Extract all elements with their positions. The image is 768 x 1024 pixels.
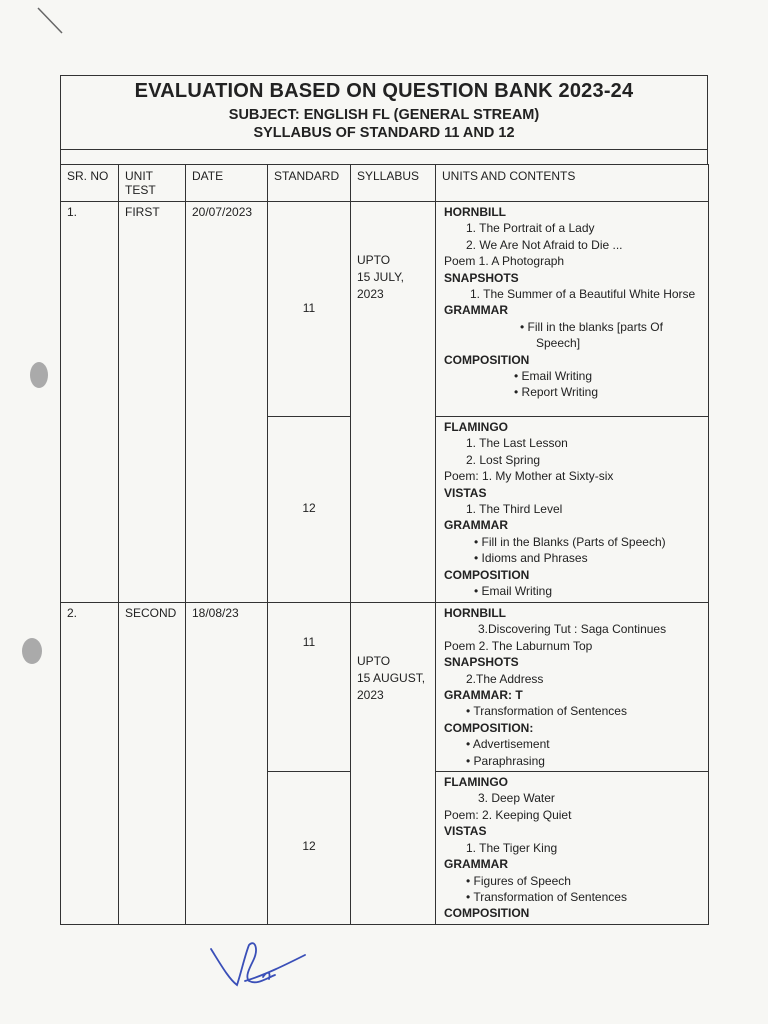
content-item: Poem 1. A Photograph <box>444 254 565 269</box>
units-contents-cell <box>436 603 709 772</box>
content-item: • Transformation of Sentences <box>466 704 627 719</box>
content-item: • Fill in the blanks [parts Of Speech] <box>520 319 663 351</box>
content-item: 3.Discovering Tut : Saga Continues <box>478 622 667 637</box>
table-header <box>61 165 709 202</box>
col-sr-no: SR. NO <box>61 165 119 202</box>
date-cell: 20/07/2023 <box>186 202 268 603</box>
content-item: Poem: 2. Keeping Quiet <box>444 807 572 822</box>
content-item: • Fill in the Blanks (Parts of Speech) <box>474 534 666 549</box>
col-standard: STANDARD <box>268 165 351 202</box>
content-item: 1. The Portrait of a Lady <box>466 221 595 236</box>
section-heading: HORNBILL <box>444 606 506 620</box>
section-heading: GRAMMAR <box>444 518 508 533</box>
syllabus-line: 2023 <box>357 287 384 301</box>
syllabus-line: 15 AUGUST, <box>357 671 426 685</box>
section-heading: VISTAS <box>444 485 487 500</box>
section-heading: GRAMMAR <box>444 303 508 318</box>
content-item: • Paraphrasing <box>466 753 545 768</box>
document <box>60 75 708 925</box>
syllabus-line: UPTO <box>357 253 391 267</box>
evaluation-table <box>60 164 709 925</box>
content-item: 1. The Summer of a Beautiful White Horse <box>470 287 696 302</box>
sr-no-cell: 2. <box>61 603 119 925</box>
content-item: • Email Writing <box>474 584 552 599</box>
content-item: • Advertisement <box>466 737 550 752</box>
punch-hole-1 <box>30 362 48 388</box>
section-heading: FLAMINGO <box>444 775 508 790</box>
unit-test-cell: SECOND <box>119 603 186 925</box>
standard-cell: 11 <box>268 202 351 417</box>
section-heading: GRAMMAR <box>444 857 508 872</box>
sr-no-cell: 1. <box>61 202 119 603</box>
col-syllabus: SYLLABUS <box>351 165 436 202</box>
table-row <box>61 603 709 772</box>
unit-test-cell: FIRST <box>119 202 186 603</box>
col-unit-test: UNIT TEST <box>119 165 186 202</box>
signature <box>205 935 315 995</box>
section-heading: COMPOSITION <box>444 906 530 921</box>
col-units-contents: UNITS AND CONTENTS <box>436 165 709 202</box>
page-title: EVALUATION BASED ON QUESTION BANK 2023-24 <box>134 80 634 102</box>
col-date: DATE <box>186 165 268 202</box>
title-block <box>60 75 708 150</box>
content-item: • Figures of Speech <box>466 873 571 888</box>
syllabus-line: SYLLABUS OF STANDARD 11 AND 12 <box>253 125 515 141</box>
content-item: • Report Writing <box>514 385 599 400</box>
scan-mark-top-left <box>30 5 70 35</box>
syllabus-cell <box>351 202 436 603</box>
section-heading: FLAMINGO <box>444 420 508 434</box>
section-heading: COMPOSITION: <box>444 720 534 735</box>
content-item: 1. The Last Lesson <box>466 436 568 451</box>
section-heading: SNAPSHOTS <box>444 655 519 670</box>
section-heading: SNAPSHOTS <box>444 270 519 285</box>
punch-hole-2 <box>22 638 42 664</box>
units-contents-cell <box>436 202 709 417</box>
date-cell: 18/08/23 <box>186 603 268 925</box>
content-item: • Idioms and Phrases <box>474 551 588 566</box>
syllabus-cell <box>351 603 436 925</box>
standard-cell: 12 <box>268 417 351 603</box>
content-item: 1. The Third Level <box>466 502 563 517</box>
standard-cell: 11 <box>268 603 351 772</box>
content-item: 3. Deep Water <box>478 791 555 806</box>
section-heading: COMPOSITION <box>444 567 530 582</box>
content-item: 1. The Tiger King <box>466 840 558 855</box>
standard-cell: 12 <box>268 772 351 925</box>
section-heading: VISTAS <box>444 824 487 839</box>
content-item: Poem: 1. My Mother at Sixty-six <box>444 469 614 484</box>
content-item: Poem 2. The Laburnum Top <box>444 638 593 653</box>
table-row <box>61 202 709 417</box>
content-item: • Email Writing <box>514 369 592 384</box>
content-item: • Transformation of Sentences <box>466 889 627 904</box>
syllabus-line: 2023 <box>357 688 384 702</box>
spacer <box>60 150 708 164</box>
subject-line: SUBJECT: ENGLISH FL (GENERAL STREAM) <box>228 107 540 123</box>
section-heading: HORNBILL <box>444 205 506 219</box>
section-heading: COMPOSITION <box>444 352 530 367</box>
content-item: 2. We Are Not Afraid to Die ... <box>466 237 623 252</box>
content-item: 2. Lost Spring <box>466 452 541 467</box>
syllabus-line: 15 JULY, <box>357 270 404 284</box>
syllabus-line: UPTO <box>357 654 391 668</box>
section-heading: GRAMMAR: T <box>444 688 523 703</box>
content-item: 2.The Address <box>466 671 544 686</box>
units-contents-cell <box>436 417 709 603</box>
units-contents-cell <box>436 772 709 925</box>
